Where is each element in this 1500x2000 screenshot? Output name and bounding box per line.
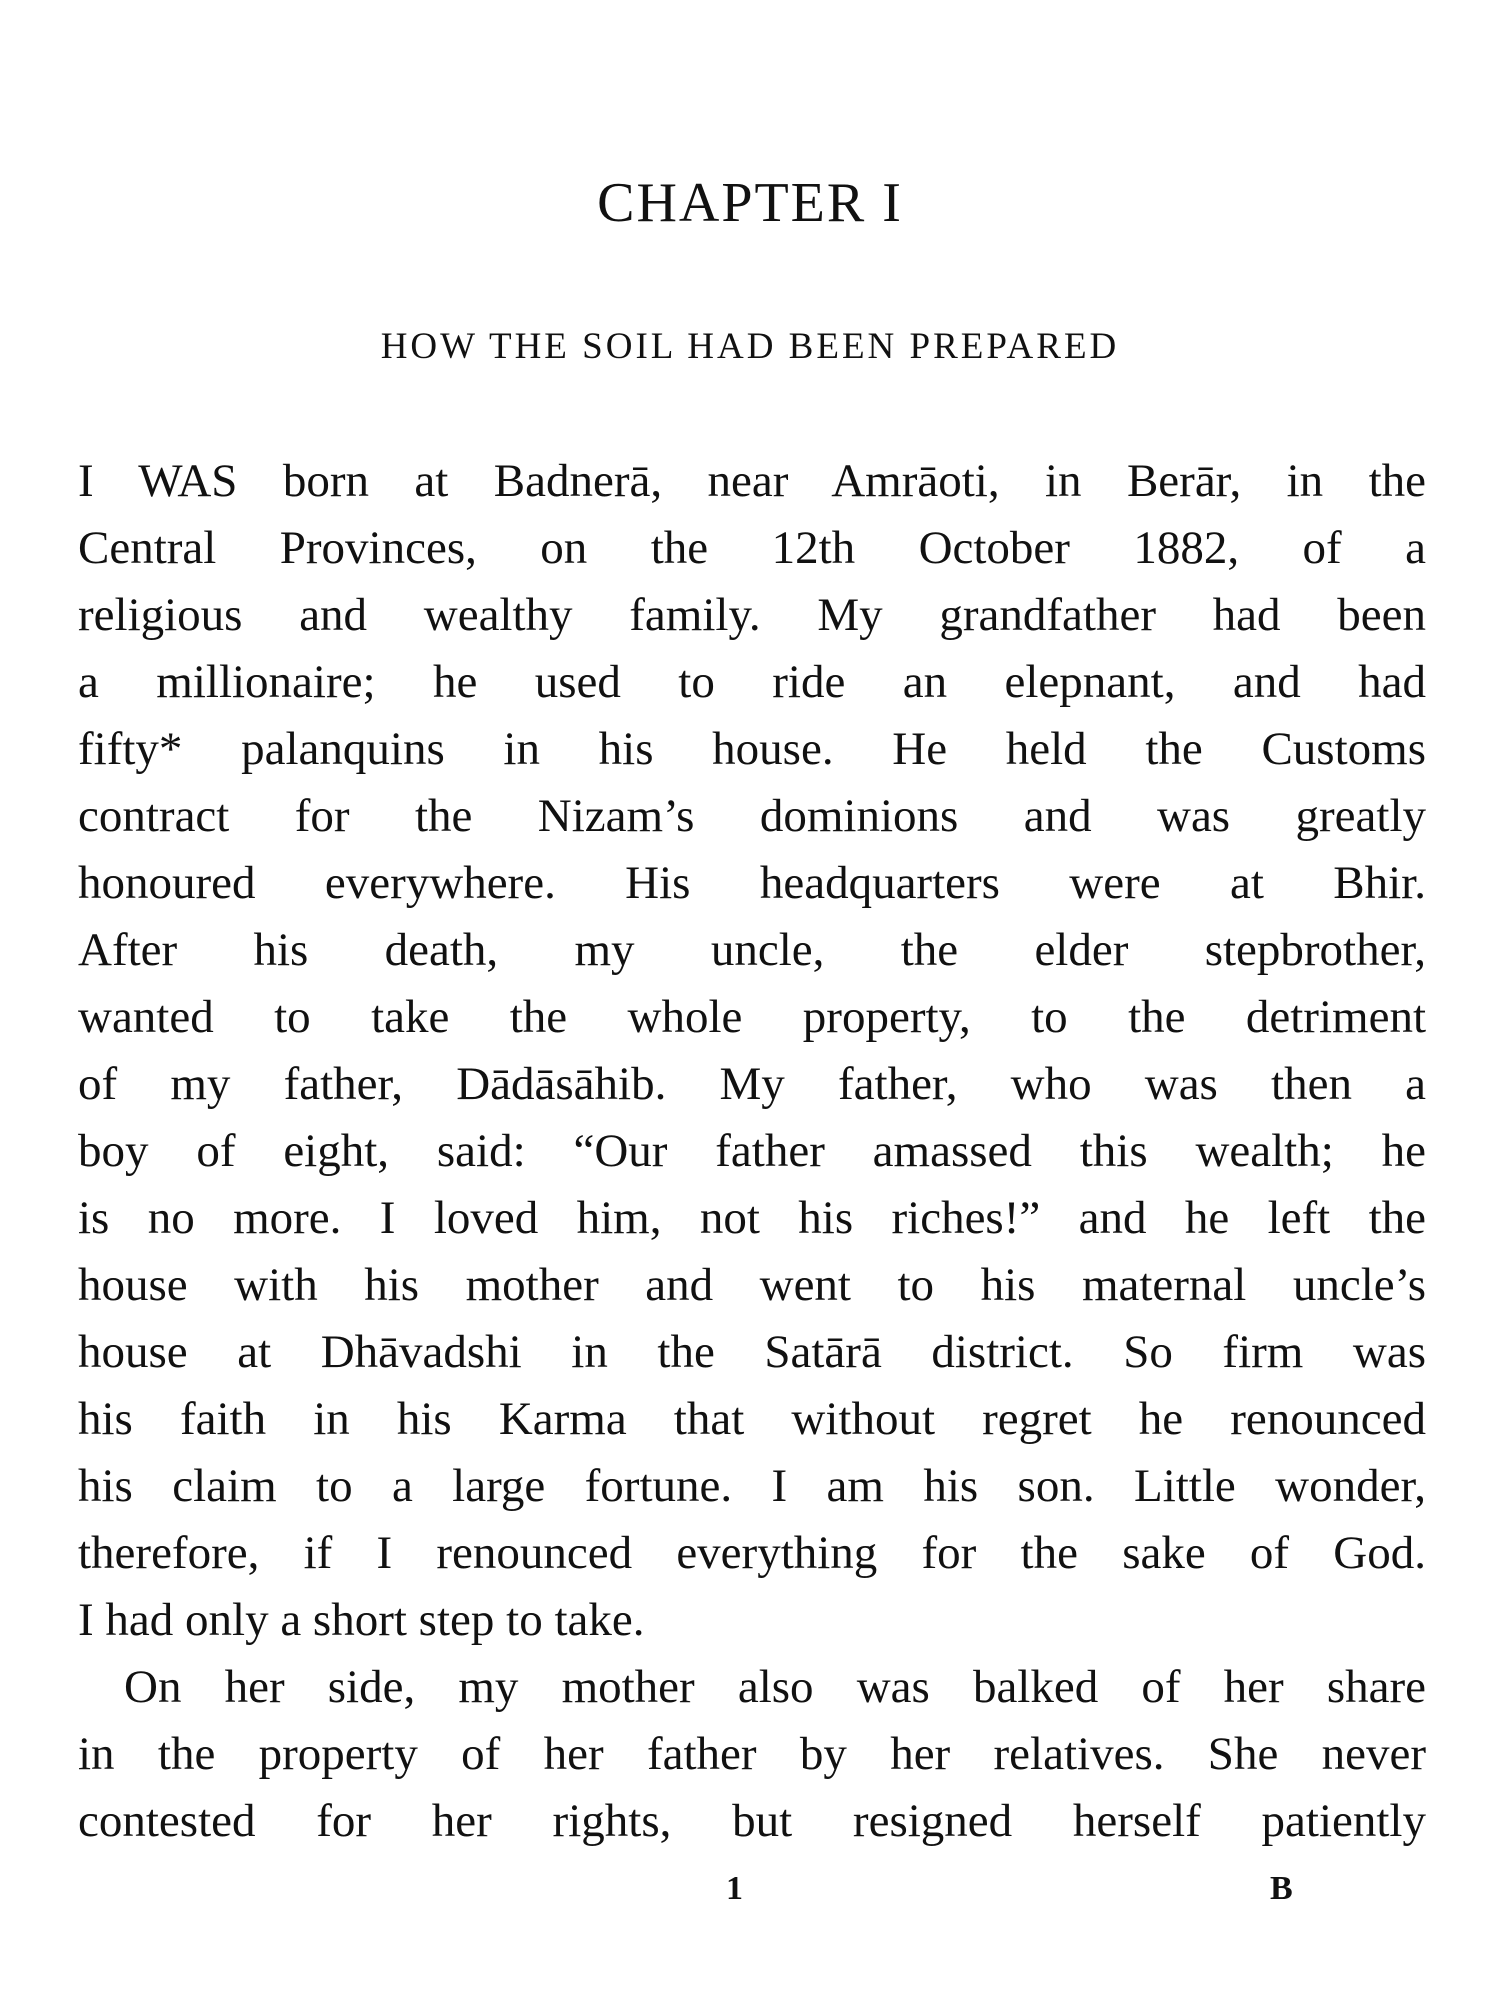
text-line: wanted to take the whole property, to the detriment xyxy=(78,991,1426,1043)
text-line: contested for her rights, but resigned herself patiently xyxy=(78,1795,1426,1847)
page-footer xyxy=(0,1870,1500,1920)
text-line: house at Dhāvadshi in the Satārā district. So firm was xyxy=(78,1326,1426,1378)
text-line: fifty* palanquins in his house. He held the Customs xyxy=(78,723,1426,775)
text-line: therefore, if I renounced everything for the sake of God. xyxy=(78,1527,1426,1579)
text-line: After his death, my uncle, the elder stepbrother, xyxy=(78,924,1426,976)
chapter-heading: CHAPTER I xyxy=(597,172,903,234)
text-line: Central Provinces, on the 12th October 1882, of a xyxy=(78,522,1426,574)
text-line: in the property of her father by her relatives. She never xyxy=(78,1728,1426,1780)
text-line: contract for the Nizam’s dominions and was greatly xyxy=(78,790,1426,842)
text-line: a millionaire; he used to ride an elepnant, and had xyxy=(78,656,1426,708)
page-number: 1 xyxy=(726,1870,743,1907)
text-line: I WAS born at Badnerā, near Amrāoti, in Berār, in the xyxy=(78,455,1426,507)
text-line: house with his mother and went to his maternal uncle’s xyxy=(78,1259,1426,1311)
text-line: of my father, Dādāsāhib. My father, who was then a xyxy=(78,1058,1426,1110)
chapter-title: HOW THE SOIL HAD BEEN PREPARED xyxy=(380,326,1120,367)
text-line: I had only a short step to take. xyxy=(78,1594,645,1646)
text-line: his faith in his Karma that without regret he renounced xyxy=(78,1393,1426,1445)
text-line: On her side, my mother also was balked of her share xyxy=(124,1661,1426,1713)
body-text xyxy=(78,448,1426,1855)
text-line: religious and wealthy family. My grandfather had been xyxy=(78,589,1426,641)
text-line: boy of eight, said: “Our father amassed this wealth; he xyxy=(78,1125,1426,1177)
text-line: is no more. I loved him, not his riches!” and he left the xyxy=(78,1192,1426,1244)
text-line: his claim to a large fortune. I am his son. Little wonder, xyxy=(78,1460,1426,1512)
signature-mark: B xyxy=(1270,1870,1293,1907)
text-line: honoured everywhere. His headquarters were at Bhir. xyxy=(78,857,1426,909)
